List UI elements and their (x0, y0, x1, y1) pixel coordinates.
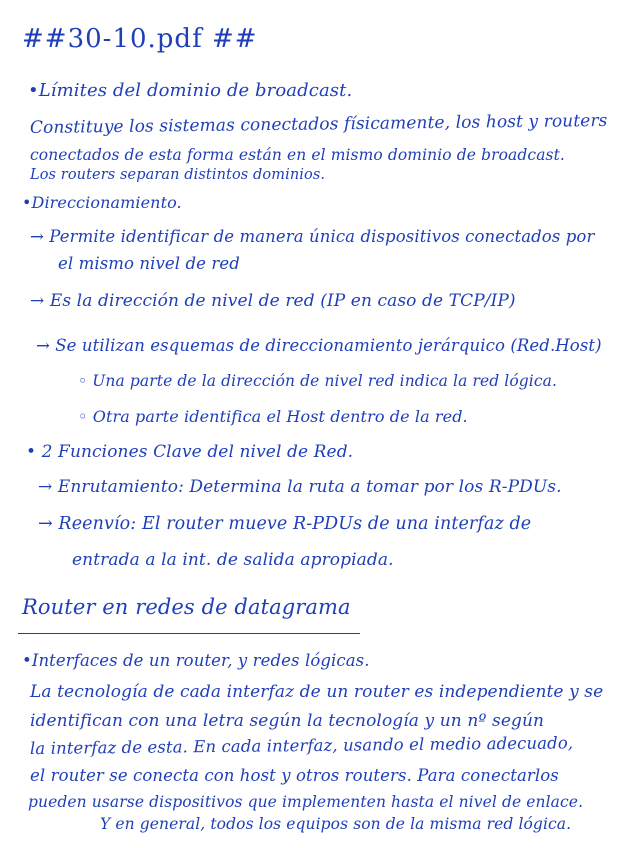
sub-item: ◦ Una parte de la dirección de nivel red indica la red lógica. (78, 372, 558, 390)
page-title: ##30-10.pdf ## (22, 24, 258, 54)
arrow-item: → Es la dirección de nivel de red (IP en caso de TCP/IP) (30, 291, 516, 311)
bullet-broadcast-limits: •Límites del dominio de broadcast. (28, 80, 353, 101)
text-line: el router se conecta con host y otros routers. Para conectarlos (30, 766, 559, 785)
sub-item: ◦ Otra parte identifica el Host dentro de la red. (78, 407, 468, 426)
text-line: la interfaz de esta. En cada interfaz, usando el medio adecuado, (29, 733, 574, 758)
text-line: Los routers separan distintos dominios. (30, 167, 326, 183)
text-line: Y en general, todos los equipos son de la misma red lógica. (100, 815, 572, 833)
arrow-item: → Enrutamiento: Determina la ruta a tomar por los R-PDUs. (38, 477, 562, 497)
section-heading: Router en redes de datagrama (22, 595, 351, 619)
text-line: identifican con una letra según la tecnología y un nº según (30, 711, 545, 731)
arrow-item: → Reenvío: El router mueve R-PDUs de una interfaz de (38, 514, 532, 534)
text-line: pueden usarse dispositivos que implementen hasta el nivel de enlace. (28, 793, 584, 811)
bullet-interfaces: •Interfaces de un router, y redes lógicas. (22, 651, 370, 670)
text-line: el mismo nivel de red (58, 254, 240, 273)
bullet-key-functions: • 2 Funciones Clave del nivel de Red. (26, 442, 354, 462)
text-line: conectados de esta forma están en el mismo dominio de broadcast. (30, 146, 565, 164)
arrow-item: → Permite identificar de manera única dispositivos conectados por (30, 227, 595, 246)
text-line: entrada a la int. de salida apropiada. (72, 550, 394, 570)
text-line: La tecnología de cada interfaz de un router es independiente y se (30, 682, 604, 702)
text-line: Constituye los sistemas conectados físicamente, los host y routers (29, 110, 608, 138)
bullet-addressing: •Direccionamiento. (22, 193, 182, 212)
arrow-item: → Se utilizan esquemas de direccionamiento jerárquico (Red.Host) (36, 336, 602, 355)
heading-underline (18, 633, 360, 634)
